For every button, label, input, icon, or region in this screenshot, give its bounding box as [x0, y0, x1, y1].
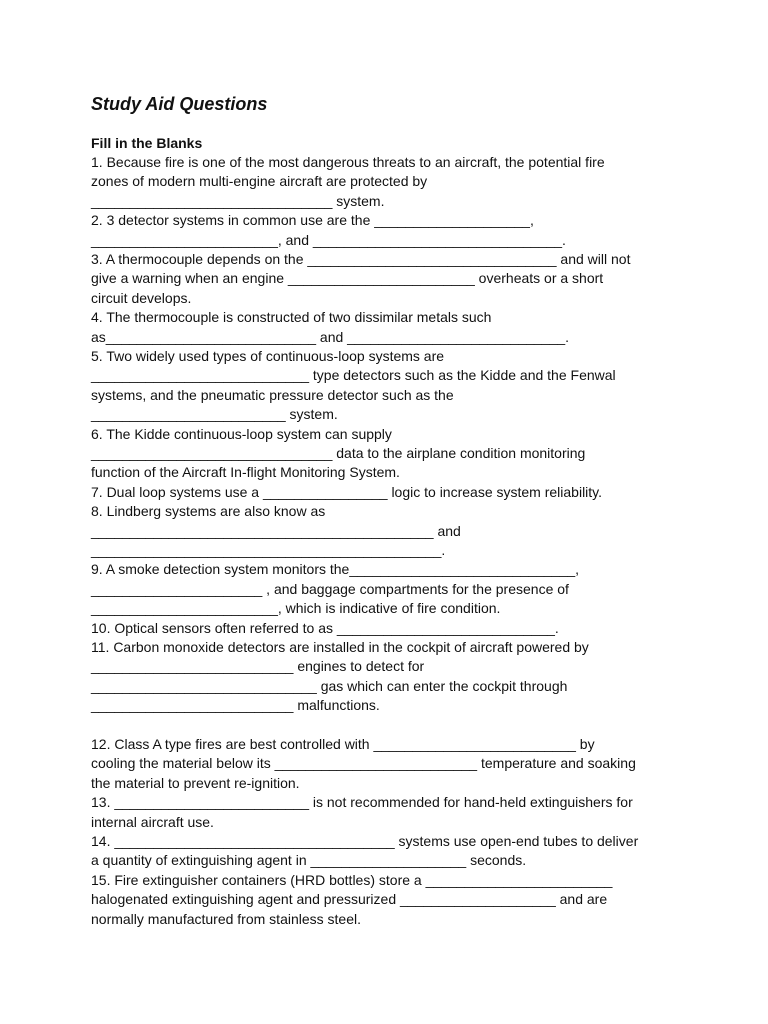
section-heading: Fill in the Blanks — [91, 135, 203, 151]
question-text-line: 13. _________________________ is not recommended for hand-held extinguishers for — [91, 794, 633, 811]
question-text-line: zones of modern multi-engine aircraft are protected by — [91, 173, 428, 190]
question-text-line: 10. Optical sensors often referred to as ____________________________. — [91, 619, 559, 636]
question-text-line: 5. Two widely used types of continuous-loop systems are — [91, 348, 445, 364]
question-text-line: 15. Fire extinguisher containers (HRD bottles) store a ________________________ — [91, 871, 613, 888]
question-text-line: ________________________, which is indicative of fire condition. — [91, 600, 501, 617]
question-text-line: _______________________________ system. — [91, 192, 385, 209]
question-text-line: ______________________ , and baggage compartments for the presence of — [91, 580, 569, 597]
question-text-line: 6. The Kidde continuous-loop system can supply — [91, 425, 392, 442]
question-text-line: as___________________________ and ____________________________. — [91, 328, 570, 345]
question-text-line: 4. The thermocouple is constructed of two dissimilar metals such — [91, 309, 492, 326]
question-text-line: function of the Aircraft In-flight Monitoring System. — [91, 464, 400, 481]
question-text-line: __________________________ malfunctions. — [91, 697, 380, 714]
question-text-line: halogenated extinguishing agent and pressurized ____________________ and are — [91, 891, 608, 908]
question-text-line: _________________________ system. — [91, 406, 338, 423]
question-text-line: internal aircraft use. — [91, 813, 214, 830]
question-text-line: 7. Dual loop systems use a ________________ logic to increase system reliability. — [91, 483, 603, 500]
question-text-line: 11. Carbon monoxide detectors are installed in the cockpit of aircraft powered by — [91, 639, 589, 655]
question-text-line: normally manufactured from stainless steel. — [91, 910, 361, 927]
question-text-line: 12. Class A type fires are best controlled with __________________________ by — [91, 736, 595, 752]
question-text-line: circuit develops. — [91, 289, 192, 306]
question-text-line: ________________________, and ________________________________. — [91, 231, 566, 248]
question-text-line: 9. A smoke detection system monitors the_____________________________, — [91, 561, 580, 578]
question-text-line: systems, and the pneumatic pressure detector such as the — [91, 386, 454, 403]
question-text-line: _______________________________ data to the airplane condition monitoring — [91, 445, 586, 461]
question-text-line: 1. Because fire is one of the most dangerous threats to an aircraft, the potential fire — [91, 154, 605, 170]
question-text-line: ____________________________ type detectors such as the Kidde and the Fenwal — [91, 367, 616, 384]
question-text-line: 8. Lindberg systems are also know as — [91, 503, 326, 520]
question-text-line: a quantity of extinguishing agent in ____________________ seconds. — [91, 852, 527, 869]
question-text-line: _____________________________________________. — [91, 542, 446, 558]
question-text-line: give a warning when an engine ________________________ overheats or a short — [91, 270, 604, 287]
question-text-line: 14. ____________________________________ systems use open-end tubes to deliver — [91, 833, 639, 849]
question-text-line: 2. 3 detector systems in common use are the ____________________, — [91, 212, 534, 229]
question-text-line: cooling the material below its __________________________ temperature and soaking — [91, 755, 636, 772]
question-text-line: ____________________________________________ and — [91, 522, 461, 539]
question-text-line: __________________________ engines to detect for — [91, 658, 425, 675]
page-title: Study Aid Questions — [91, 94, 268, 114]
question-text-line: the material to prevent re-ignition. — [91, 774, 300, 791]
question-text-line: 3. A thermocouple depends on the ________________________________ and will not — [91, 251, 631, 267]
question-text-line: _____________________________ gas which can enter the cockpit through — [91, 677, 568, 694]
